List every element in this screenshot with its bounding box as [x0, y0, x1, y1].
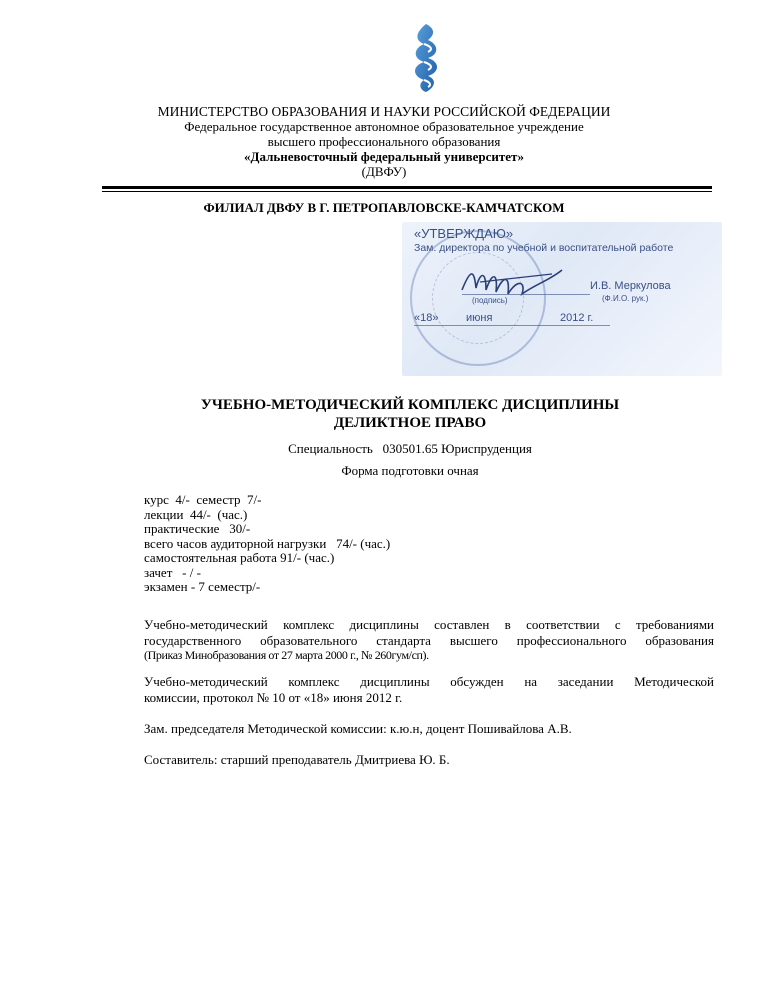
standard-paragraph	[144, 617, 714, 664]
hours-total-classroom: всего часов аудиторной нагрузки 74/- (час.)	[144, 535, 391, 551]
header-divider-thin	[102, 191, 712, 192]
paragraph-line: комиссии, протокол № 10 от «18» июня 2012 г.	[144, 689, 403, 705]
institution-line-1: Федеральное государственное автономное образовательное учреждение	[184, 119, 584, 134]
university-name: «Дальневосточный федеральный университет»	[244, 149, 524, 164]
study-form: Форма подготовки очная	[341, 463, 479, 478]
title-line-2: ДЕЛИКТНОЕ ПРАВО	[333, 415, 487, 431]
paragraph-line: Учебно-методический комплекс дисциплины составлен в соответствии с требованиями	[144, 617, 714, 632]
compiler-paragraph	[144, 752, 714, 768]
paragraph-line: государственного образовательного стандарта высшего профессионального образования	[144, 632, 714, 648]
header-divider-thick	[102, 186, 712, 189]
signature-line	[462, 294, 590, 295]
signer-name: И.В. Меркулова	[590, 280, 671, 292]
university-logo-icon	[410, 22, 442, 94]
document-title	[0, 396, 768, 432]
discussion-paragraph	[144, 674, 714, 705]
branch-name: ФИЛИАЛ ДВФУ В Г. ПЕТРОПАВЛОВСКЕ-КАМЧАТСКОМ	[203, 200, 565, 215]
specialty: Специальность 030501.65 Юриспруденция	[288, 441, 532, 456]
approval-date-month: июня	[466, 312, 493, 324]
hours-lectures: лекции 44/- (час.)	[144, 506, 248, 522]
hours-practical: практические 30/-	[144, 521, 251, 536]
fio-caption: (Ф.И.О. рук.)	[602, 294, 649, 303]
approval-date-year: 2012 г.	[560, 312, 594, 324]
signature-caption: (подпись)	[472, 296, 508, 305]
date-line	[414, 325, 610, 326]
approval-date-day: «18»	[414, 312, 439, 324]
approver-position: Зам. директора по учебной и воспитательной работе	[414, 242, 674, 254]
deputy-chair-paragraph	[144, 721, 714, 737]
specialty-block	[0, 438, 768, 482]
hours-course-semester: курс 4/- семестр 7/-	[144, 492, 262, 507]
paragraph-line: Учебно-методический комплекс дисциплины обсужден на заседании Методической	[144, 674, 714, 689]
title-line-1: УЧЕБНО-МЕТОДИЧЕСКИЙ КОМПЛЕКС ДИСЦИПЛИНЫ	[200, 397, 620, 413]
university-abbreviation: (ДВФУ)	[361, 164, 407, 179]
ministry-name: МИНИСТЕРСТВО ОБРАЗОВАНИЯ И НАУКИ РОССИЙСКОЙ ФЕДЕРАЦИИ	[157, 104, 611, 119]
institution-line-2: высшего профессионального образования	[267, 134, 501, 149]
approve-label: «УТВЕРЖДАЮ»	[414, 226, 514, 241]
hours-self-study: самостоятельная работа 91/- (час.)	[144, 550, 335, 565]
document-header	[0, 104, 768, 179]
hours-exam: экзамен - 7 семестр/-	[144, 579, 261, 594]
approval-stamp	[402, 222, 722, 376]
order-reference: (Приказ Минобразования от 27 марта 2000 г., № 260гум/сп).	[144, 648, 429, 662]
hours-list	[144, 493, 390, 595]
deputy-chair: Зам. председателя Методической комиссии: к.ю.н, доцент Пошивайлова А.В.	[144, 721, 572, 736]
compiler: Составитель: старший преподаватель Дмитриева Ю. Б.	[144, 752, 450, 767]
hours-credit: зачет - / -	[144, 564, 201, 580]
